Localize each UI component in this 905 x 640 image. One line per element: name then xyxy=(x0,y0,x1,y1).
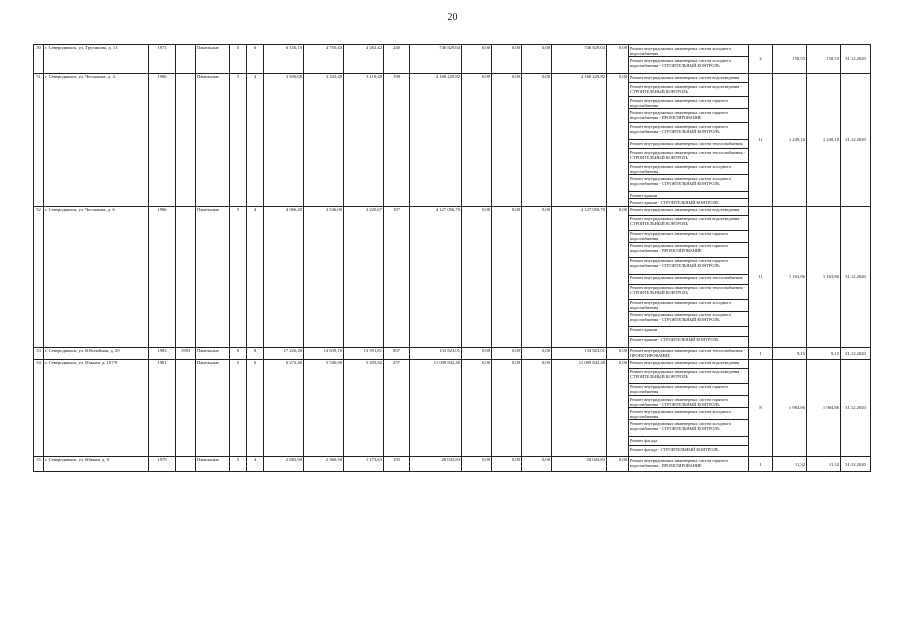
cell-work-type: Ремонт внутридомовых инженерных систем водоотведения - СТРОИТЕЛЬНЫЙ КОНТРОЛЬ xyxy=(629,368,749,383)
cell-wall-material: Панельные xyxy=(196,359,230,456)
cell-area-total: 17 226,40 xyxy=(264,347,304,359)
cell-year-reconstruction: 1983 xyxy=(176,347,196,359)
cell-fund-owners: 4 127 056,70 xyxy=(552,206,607,347)
cell-floors: 5 xyxy=(230,359,247,456)
cell-work-type: Ремонт внутридомовых инженерных систем теплоснабжения - СТРОИТЕЛЬНЫЙ КОНТРОЛЬ xyxy=(629,284,749,299)
cell-no: 55 xyxy=(34,457,44,472)
cell-work-type: Ремонт внутридомовых инженерных систем холодного водоснабжения xyxy=(629,299,749,311)
cell-work-type: Ремонт фасада - СТРОИТЕЛЬНЫЙ КОНТРОЛЬ xyxy=(629,446,749,457)
cell-work-type: Ремонт внутридомовых инженерных систем горячего водоснабжения xyxy=(629,383,749,395)
cell-work-count: 11 xyxy=(749,74,773,206)
cell-work-type: Ремонт внутридомовых инженерных систем холодного водоснабжения xyxy=(629,163,749,175)
cell-work-type: Ремонт внутридомовых инженерных систем холодного водоснабжения - СТРОИТЕЛЬНЫЙ КОНТРОЛЬ xyxy=(629,57,749,74)
cell-area-residential: 5 283,82 xyxy=(344,359,384,456)
cell-work-count: 1 xyxy=(749,347,773,359)
cell-fund-local: 0,00 xyxy=(522,206,552,347)
cell-work-type: Ремонт внутридомовых инженерных систем горячего водоснабжения xyxy=(629,230,749,242)
cell-address: г. Северодвинск, ул. Юбилейная, д. 29 xyxy=(44,347,149,359)
cell-no: 51 xyxy=(34,74,44,206)
cell-fund-owners: 4 168 229,82 xyxy=(552,74,607,206)
cell-year-reconstruction xyxy=(176,359,196,456)
cell-fund-other: 0,00 xyxy=(607,347,629,359)
cell-work-type: Ремонт внутридомовых инженерных систем холодного водоснабжения - СТРОИТЕЛЬНЫЙ КОНТРОЛЬ xyxy=(629,175,749,192)
cell-wall-material: Панельные xyxy=(196,347,230,359)
cell-work-count: 8 xyxy=(749,359,773,456)
cell-year-built: 1981 xyxy=(149,359,176,456)
cell-limit-cost: 1 249,10 xyxy=(807,74,841,206)
cell-deadline: 31.12.2020 xyxy=(841,347,871,359)
cell-fund-federal: 0,00 xyxy=(462,347,492,359)
cell-residents: 195 xyxy=(384,457,410,472)
cell-unit-cost: 1 249,10 xyxy=(773,74,807,206)
cell-address: г. Северодвинск, ул. Южная, д. 8 xyxy=(44,457,149,472)
table-row xyxy=(34,45,871,57)
cell-wall-material: Панельные xyxy=(196,45,230,74)
cell-area-residential: 3 220,67 xyxy=(344,206,384,347)
cell-entrances: 6 xyxy=(247,45,264,74)
cell-address: г. Северодвинск, ул. Чеснокова, д. 6 xyxy=(44,206,149,347)
cell-work-type: Ремонт внутридомовых инженерных систем холодного водоснабжения xyxy=(629,408,749,420)
cell-deadline: 31.12.2020 xyxy=(841,206,871,347)
cell-fund-regional: 0,00 xyxy=(492,359,522,456)
cell-work-type: Ремонт внутридомовых инженерных систем горячего водоснабжения - СТРОИТЕЛЬНЫЙ КОНТРОЛЬ xyxy=(629,123,749,140)
cell-fund-local: 0,00 xyxy=(522,45,552,74)
cell-work-type: Ремонт внутридомовых инженерных систем теплоснабжения xyxy=(629,274,749,284)
cell-floors: 5 xyxy=(230,74,247,206)
cell-work-type: Ремонт внутридомовых инженерных систем водоотведения xyxy=(629,359,749,368)
cell-cost-total: 4 127 056,70 xyxy=(410,206,462,347)
cell-deadline: 31.12.2020 xyxy=(841,74,871,206)
cell-fund-local: 0,00 xyxy=(522,359,552,456)
cell-fund-owners: 28 043,83 xyxy=(552,457,607,472)
cell-fund-federal: 0,00 xyxy=(462,457,492,472)
cell-limit-cost: 9,15 xyxy=(807,347,841,359)
cell-work-type: Ремонт внутридомовых инженерных систем водоотведения - СТРОИТЕЛЬНЫЙ КОНТРОЛЬ xyxy=(629,83,749,97)
cell-fund-regional: 0,00 xyxy=(492,74,522,206)
cell-wall-material: Панельные xyxy=(196,74,230,206)
cell-fund-local: 0,00 xyxy=(522,457,552,472)
page-number: 20 xyxy=(447,12,458,23)
cell-work-type: Ремонт фасада xyxy=(629,437,749,446)
cell-address: г. Северодвинск, ул. Трухинова, д. 13 xyxy=(44,45,149,74)
cell-fund-other: 0,00 xyxy=(607,45,629,74)
cell-work-type: Ремонт внутридомовых инженерных систем горячего водоснабжения - ПРОЕКТИРОВАНИЕ xyxy=(629,109,749,123)
cell-area-premises: 14 639,10 xyxy=(304,347,344,359)
cell-year-built: 1986 xyxy=(149,74,176,206)
cell-fund-regional: 0,00 xyxy=(492,206,522,347)
cell-fund-regional: 0,00 xyxy=(492,45,522,74)
cell-fund-federal: 0,00 xyxy=(462,74,492,206)
cell-residents: 807 xyxy=(384,347,410,359)
cell-no: 54 xyxy=(34,359,44,456)
cell-floors: 5 xyxy=(230,206,247,347)
table-row xyxy=(34,457,871,472)
cell-entrances: 6 xyxy=(247,359,264,456)
cell-year-reconstruction xyxy=(176,45,196,74)
cell-cost-total: 28 043,83 xyxy=(410,457,462,472)
cell-entrances: 4 xyxy=(247,206,264,347)
cell-year-built: 1986 xyxy=(149,206,176,347)
cell-work-type: Ремонт внутридомовых инженерных систем горячего водоснабжения - СТРОИТЕЛЬНЫЙ КОНТРОЛЬ xyxy=(629,257,749,274)
cell-cost-total: 11 009 842,40 xyxy=(410,359,462,456)
cell-fund-federal: 0,00 xyxy=(462,206,492,347)
cell-entrances: 8 xyxy=(247,347,264,359)
cell-cost-total: 746 829,04 xyxy=(410,45,462,74)
cell-fund-federal: 0,00 xyxy=(462,359,492,456)
cell-fund-other: 0,00 xyxy=(607,74,629,206)
cell-work-count: 1 xyxy=(749,457,773,472)
cell-work-type: Ремонт внутридомовых инженерных систем горячего водоснабжения xyxy=(629,97,749,109)
cell-area-premises: 3 546,00 xyxy=(304,206,344,347)
cell-work-type: Ремонт крыши xyxy=(629,326,749,336)
cell-year-reconstruction xyxy=(176,206,196,347)
cell-fund-federal: 0,00 xyxy=(462,45,492,74)
cell-work-type: Ремонт внутридомовых инженерных систем горячего водоснабжения - СТРОИТЕЛЬНЫЙ КОНТРОЛЬ xyxy=(629,396,749,408)
cell-area-premises: 4 750,43 xyxy=(304,45,344,74)
cell-unit-cost: 9,15 xyxy=(773,347,807,359)
table-row xyxy=(34,359,871,368)
cell-work-type: Ремонт внутридомовых инженерных систем холодного водоснабжения - СТРОИТЕЛЬНЫЙ КОНТРОЛЬ xyxy=(629,420,749,437)
cell-no: 53 xyxy=(34,347,44,359)
cell-limit-cost: 11,32 xyxy=(807,457,841,472)
table-row xyxy=(34,206,871,215)
cell-work-type: Ремонт крыши - СТРОИТЕЛЬНЫЙ КОНТРОЛЬ xyxy=(629,336,749,347)
cell-no: 52 xyxy=(34,206,44,347)
cell-work-count: 11 xyxy=(749,206,773,347)
cell-limit-cost: 158,53 xyxy=(807,45,841,74)
cell-year-built: 1979 xyxy=(149,457,176,472)
table-row xyxy=(34,74,871,83)
cell-fund-other: 0,00 xyxy=(607,359,629,456)
cell-floors: 9 xyxy=(230,347,247,359)
cell-area-premises: 5 546,90 xyxy=(304,359,344,456)
cell-area-residential: 1 173,63 xyxy=(344,457,384,472)
cell-work-type: Ремонт крыши - СТРОИТЕЛЬНЫЙ КОНТРОЛЬ xyxy=(629,199,749,206)
cell-work-type: Ремонт внутридомовых инженерных систем водоотведения xyxy=(629,74,749,83)
cell-entrances: 4 xyxy=(247,74,264,206)
cell-area-residential: 13 591,81 xyxy=(344,347,384,359)
cell-address: г. Северодвинск, ул. Чеснокова, д. 4 xyxy=(44,74,149,206)
cell-work-type: Ремонт внутридомовых инженерных систем теплоснабжения - ПРОЕКТИРОВАНИЕ xyxy=(629,347,749,359)
cell-area-total: 2 683,90 xyxy=(264,457,304,472)
cell-entrances: 4 xyxy=(247,457,264,472)
cell-residents: 240 xyxy=(384,45,410,74)
cell-work-type: Ремонт внутридомовых инженерных систем горячего водоснабжения - ПРОЕКТИРОВАНИЕ xyxy=(629,457,749,472)
cell-unit-cost: 158,53 xyxy=(773,45,807,74)
cell-work-count: 2 xyxy=(749,45,773,74)
cell-wall-material: Панельные xyxy=(196,457,230,472)
cell-area-premises: 3 332,40 xyxy=(304,74,344,206)
cell-area-total: 4 066,20 xyxy=(264,206,304,347)
repair-program-table xyxy=(33,44,871,472)
cell-residents: 257 xyxy=(384,359,410,456)
cell-residents: 197 xyxy=(384,206,410,347)
cell-floors: 5 xyxy=(230,45,247,74)
cell-deadline: 31.12.2020 xyxy=(841,45,871,74)
cell-area-total: 3 856,68 xyxy=(264,74,304,206)
cell-work-type: Ремонт внутридомовых инженерных систем водоотведения xyxy=(629,206,749,215)
cell-fund-local: 0,00 xyxy=(522,74,552,206)
cell-fund-other: 0,00 xyxy=(607,206,629,347)
cell-work-type: Ремонт внутридомовых инженерных систем холодного водоснабжения - СТРОИТЕЛЬНЫЙ КОНТРОЛЬ xyxy=(629,311,749,326)
cell-fund-owners: 11 009 842,40 xyxy=(552,359,607,456)
cell-work-type: Ремонт внутридомовых инженерных систем теплоснабжения xyxy=(629,140,749,149)
cell-unit-cost: 11,32 xyxy=(773,457,807,472)
cell-fund-owners: 133 823,01 xyxy=(552,347,607,359)
cell-year-built: 1975 xyxy=(149,45,176,74)
cell-year-built: 1983 xyxy=(149,347,176,359)
cell-deadline: 31.12.2020 xyxy=(841,457,871,472)
table-row xyxy=(34,347,871,359)
cell-area-premises: 2 360,30 xyxy=(304,457,344,472)
cell-area-total: 6 272,40 xyxy=(264,359,304,456)
cell-work-type: Ремонт внутридомовых инженерных систем холодного водоснабжения xyxy=(629,45,749,57)
cell-fund-other: 0,00 xyxy=(607,457,629,472)
cell-limit-cost: 1 163,86 xyxy=(807,206,841,347)
cell-fund-regional: 0,00 xyxy=(492,457,522,472)
cell-year-reconstruction xyxy=(176,457,196,472)
cell-work-type: Ремонт внутридомовых инженерных систем теплоснабжения - СТРОИТЕЛЬНЫЙ КОНТРОЛЬ xyxy=(629,149,749,163)
cell-floors: 5 xyxy=(230,457,247,472)
cell-cost-total: 133 823,01 xyxy=(410,347,462,359)
cell-limit-cost: 1 984,86 xyxy=(807,359,841,456)
cell-area-total: 6 150,15 xyxy=(264,45,304,74)
cell-unit-cost: 1 984,86 xyxy=(773,359,807,456)
cell-fund-local: 0,00 xyxy=(522,347,552,359)
cell-work-type: Ремонт внутридомовых инженерных систем водоотведения - СТРОИТЕЛЬНЫЙ КОНТРОЛЬ xyxy=(629,215,749,230)
cell-year-reconstruction xyxy=(176,74,196,206)
cell-area-residential: 3 119,40 xyxy=(344,74,384,206)
cell-residents: 198 xyxy=(384,74,410,206)
cell-fund-regional: 0,00 xyxy=(492,347,522,359)
cell-unit-cost: 1 163,86 xyxy=(773,206,807,347)
cell-work-type: Ремонт крыши xyxy=(629,192,749,199)
cell-area-residential: 4 262,42 xyxy=(344,45,384,74)
cell-fund-owners: 746 829,04 xyxy=(552,45,607,74)
cell-no: 50 xyxy=(34,45,44,74)
cell-wall-material: Панельные xyxy=(196,206,230,347)
cell-cost-total: 4 168 229,82 xyxy=(410,74,462,206)
cell-address: г. Северодвинск, ул. Южная, д. 107/9 xyxy=(44,359,149,456)
cell-work-type: Ремонт внутридомовых инженерных систем горячего водоснабжения - ПРОЕКТИРОВАНИЕ xyxy=(629,242,749,257)
cell-deadline: 31.12.2020 xyxy=(841,359,871,456)
